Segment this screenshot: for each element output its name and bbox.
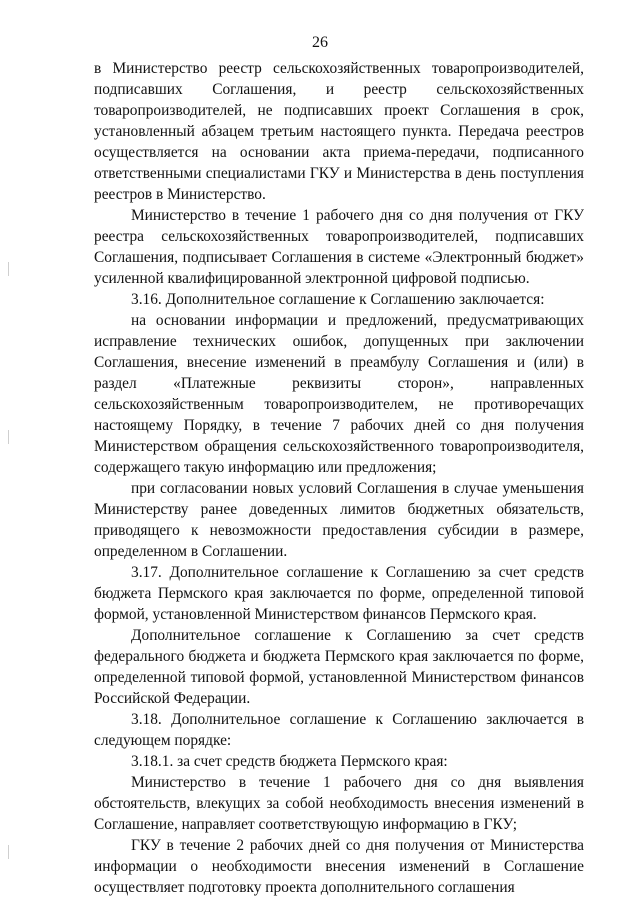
scan-edge-mark <box>8 845 9 859</box>
subsection-heading: 3.18.1. за счет средств бюджета Пермского края: <box>131 753 448 770</box>
page-number: 26 <box>312 34 328 51</box>
paragraph: при согласовании новых условий Соглашения в случае уменьшения Министерству ранее доведенных лимитов бюджетных обязательств, приводящего к невозможности предоставления субсидии в размере, определенном в Соглашении. <box>94 480 584 560</box>
document-body <box>94 58 584 898</box>
paragraph: Дополнительное соглашение к Соглашению за счет средств федерального бюджета и бюджета Пермского края заключается по форме, определенной типовой формой, установленной Министерством финансов Российской Федерации. <box>94 627 584 707</box>
paragraph: ГКУ в течение 2 рабочих дней со дня получения от Министерства информации о необходимости внесения изменений в Соглашение осуществляет подготовку проекта дополнительного соглашения <box>94 837 584 896</box>
scan-edge-mark <box>8 262 9 276</box>
paragraph: Министерство в течение 1 рабочего дня со дня получения от ГКУ реестра сельскохозяйственных товаропроизводителей, подписавших Соглашения, подписывает Соглашения в системе «Электронный бюджет» усиленной квалифицированной электронной цифровой подписью. <box>94 207 584 287</box>
paragraph: 3.18. Дополнительное соглашение к Соглашению заключается в следующем порядке: <box>94 711 584 749</box>
scan-edge-mark <box>8 430 9 444</box>
paragraph: в Министерство реестр сельскохозяйственных товаропроизводителей, подписавших Соглашения, и реестр сельскохозяйственных товаропроизводителей, не подписавших проект Соглашения в срок, установленный абзацем третьим настоящего пункта. Передача реестров осуществляется на основании акта приема-передачи, подписанного ответственными специалистами ГКУ и Министерства в день поступления реестров в Министерство. <box>94 60 584 203</box>
paragraph: 3.17. Дополнительное соглашение к Соглашению за счет средств бюджета Пермского края заключается по форме, определенной типовой формой, установленной Министерством финансов Пермского края. <box>94 564 584 623</box>
paragraph: Министерство в течение 1 рабочего дня со дня выявления обстоятельств, влекущих за собой необходимость внесения изменений в Соглашение, направляет соответствующую информацию в ГКУ; <box>94 774 584 833</box>
paragraph: на основании информации и предложений, предусматривающих исправление технических ошибок, допущенных при заключении Соглашения, внесение изменений в преамбулу Соглашения и (или) в раздел «Платежные реквизиты сторон», направленных сельскохозяйственным товаропроизводителем, не противоречащих настоящему Порядку, в течение 7 рабочих дней со дня получения Министерством обращения сельскохозяйственного товаропроизводителя, содержащего такую информацию или предложения; <box>94 312 584 476</box>
section-heading: 3.16. Дополнительное соглашение к Соглашению заключается: <box>131 291 545 308</box>
